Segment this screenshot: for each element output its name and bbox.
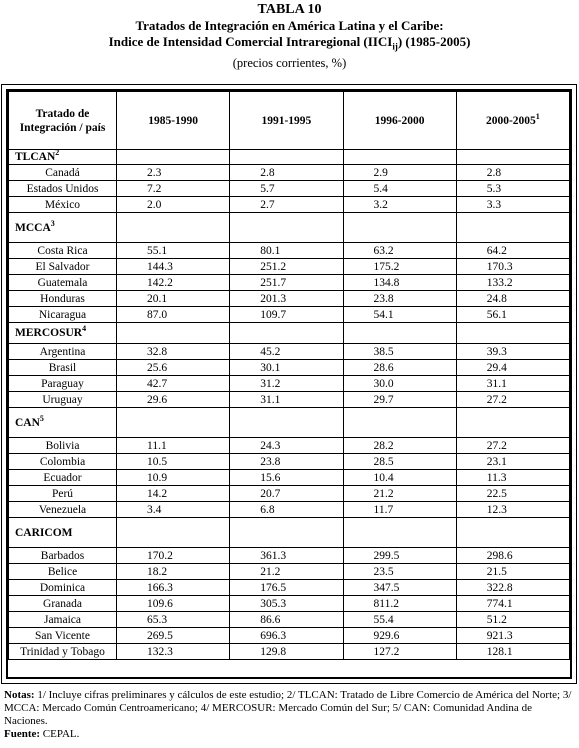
value-cell: 133.2 [456, 275, 569, 291]
value-cell: 2.9 [343, 165, 456, 181]
value-cell: 23.5 [343, 564, 456, 580]
table-row [9, 454, 570, 470]
value-cell: 175.2 [343, 259, 456, 275]
table-row [9, 307, 570, 323]
country-cell: Guatemala [9, 275, 117, 291]
value-cell: 3.2 [343, 197, 456, 213]
group-row-mcca [9, 213, 570, 243]
title-line-2-main: Indice de Intensidad Comercial Intraregional (IICI [108, 34, 393, 49]
table-row [9, 628, 570, 644]
value-cell: 10.9 [117, 470, 230, 486]
col-header-1996-2000: 1996-2000 [343, 92, 456, 150]
group-footnote: 5 [39, 413, 44, 423]
value-cell: 18.2 [117, 564, 230, 580]
notes-body: 1/ Incluye cifras preliminares y cálculos de este estudio; 2/ TLCAN: Tratado de Libre Comercio de América del Norte; 3/ MCCA: Mercado Común Centroamericano; 4/ MERCOSUR: Mercado Común del Sur; 5/ CAN: Comunidad Andina de Naciones. [4, 689, 572, 727]
value-cell: 23.8 [343, 291, 456, 307]
value-cell: 30.1 [230, 360, 343, 376]
source-body: CEPAL. [40, 728, 80, 740]
country-cell: Nicaragua [9, 307, 117, 323]
table-row [9, 486, 570, 502]
country-cell: Estados Unidos [9, 181, 117, 197]
empty-cell [230, 213, 343, 243]
value-cell: 11.3 [456, 470, 569, 486]
value-cell: 5.7 [230, 181, 343, 197]
group-label-mercosur [9, 323, 117, 344]
table-row [9, 438, 570, 454]
table-row [9, 548, 570, 564]
country-cell: Dominica [9, 580, 117, 596]
value-cell: 31.2 [230, 376, 343, 392]
country-cell: Belice [9, 564, 117, 580]
value-cell: 56.1 [456, 307, 569, 323]
country-cell: Paraguay [9, 376, 117, 392]
header-row [9, 92, 570, 150]
value-cell: 811.2 [343, 596, 456, 612]
value-cell: 142.2 [117, 275, 230, 291]
value-cell: 5.3 [456, 181, 569, 197]
country-cell: Brasil [9, 360, 117, 376]
value-cell: 24.8 [456, 291, 569, 307]
group-name: TLCAN [15, 151, 56, 163]
value-cell: 921.3 [456, 628, 569, 644]
value-cell: 774.1 [456, 596, 569, 612]
table-row [9, 596, 570, 612]
table-row [9, 259, 570, 275]
value-cell: 347.5 [343, 580, 456, 596]
table-inner-frame [6, 89, 572, 679]
value-cell: 2.8 [230, 165, 343, 181]
value-cell: 251.2 [230, 259, 343, 275]
empty-cell [456, 408, 569, 438]
empty-cell [230, 518, 343, 548]
source-label: Fuente: [4, 728, 41, 740]
value-cell: 10.5 [117, 454, 230, 470]
table-row [9, 360, 570, 376]
value-cell: 21.2 [230, 564, 343, 580]
table-row [9, 243, 570, 259]
value-cell: 5.4 [343, 181, 456, 197]
country-cell: Ecuador [9, 470, 117, 486]
group-label-caricom [9, 518, 117, 548]
value-cell: 269.5 [117, 628, 230, 644]
value-cell: 80.1 [230, 243, 343, 259]
value-cell: 170.2 [117, 548, 230, 564]
country-cell: México [9, 197, 117, 213]
value-cell: 2.7 [230, 197, 343, 213]
value-cell: 22.5 [456, 486, 569, 502]
value-cell: 28.6 [343, 360, 456, 376]
table-row [9, 612, 570, 628]
col-header-treaty-line2: Integración / país [19, 121, 106, 134]
value-cell: 21.5 [456, 564, 569, 580]
empty-cell [456, 150, 569, 165]
group-row-can [9, 408, 570, 438]
empty-cell [230, 150, 343, 165]
country-cell: Colombia [9, 454, 117, 470]
value-cell: 127.2 [343, 644, 456, 660]
table-header [0, 0, 579, 71]
empty-cell [343, 518, 456, 548]
value-cell: 7.2 [117, 181, 230, 197]
notes [4, 689, 576, 741]
value-cell: 3.3 [456, 197, 569, 213]
table-row [9, 470, 570, 486]
value-cell: 20.1 [117, 291, 230, 307]
empty-cell [343, 408, 456, 438]
empty-cell [117, 408, 230, 438]
value-cell: 87.0 [117, 307, 230, 323]
value-cell: 63.2 [343, 243, 456, 259]
group-label-mcca [9, 213, 117, 243]
country-cell: San Vicente [9, 628, 117, 644]
value-cell: 31.1 [456, 376, 569, 392]
value-cell: 176.5 [230, 580, 343, 596]
country-cell: Uruguay [9, 392, 117, 408]
source-text [4, 728, 576, 741]
group-label-can [9, 408, 117, 438]
value-cell: 251.7 [230, 275, 343, 291]
col-header-1985-1990: 1985-1990 [117, 92, 230, 150]
value-cell: 29.4 [456, 360, 569, 376]
empty-cell [230, 408, 343, 438]
empty-cell [117, 150, 230, 165]
table-row [9, 502, 570, 518]
value-cell: 86.6 [230, 612, 343, 628]
value-cell: 129.8 [230, 644, 343, 660]
country-cell: Honduras [9, 291, 117, 307]
col-header-treaty-line1: Tratado de [35, 107, 90, 120]
value-cell: 64.2 [456, 243, 569, 259]
group-name: CAN [15, 416, 40, 429]
data-table [8, 91, 570, 660]
value-cell: 23.8 [230, 454, 343, 470]
table-row [9, 181, 570, 197]
value-cell: 144.3 [117, 259, 230, 275]
value-cell: 55.4 [343, 612, 456, 628]
group-footnote: 3 [50, 218, 55, 228]
value-cell: 20.7 [230, 486, 343, 502]
table-row [9, 644, 570, 660]
value-cell: 134.8 [343, 275, 456, 291]
country-cell: Venezuela [9, 502, 117, 518]
country-cell: El Salvador [9, 259, 117, 275]
table-row [9, 291, 570, 307]
table-title-line-2 [0, 34, 579, 55]
value-cell: 32.8 [117, 344, 230, 360]
value-cell: 305.3 [230, 596, 343, 612]
col-header-treaty [9, 92, 117, 150]
value-cell: 30.0 [343, 376, 456, 392]
table-row [9, 564, 570, 580]
value-cell: 25.6 [117, 360, 230, 376]
empty-cell [117, 323, 230, 344]
table-row [9, 392, 570, 408]
value-cell: 31.1 [230, 392, 343, 408]
group-footnote: 2 [55, 148, 60, 158]
empty-cell [117, 518, 230, 548]
group-name: MERCOSUR [15, 327, 83, 339]
table-frame [1, 84, 577, 684]
value-cell: 55.1 [117, 243, 230, 259]
value-cell: 14.2 [117, 486, 230, 502]
value-cell: 54.1 [343, 307, 456, 323]
value-cell: 27.2 [456, 392, 569, 408]
value-cell: 28.5 [343, 454, 456, 470]
table-number: TABLA 10 [257, 2, 322, 17]
title-line-2-end: ) (1985-2005) [397, 34, 471, 49]
value-cell: 361.3 [230, 548, 343, 564]
empty-cell [456, 323, 569, 344]
value-cell: 45.2 [230, 344, 343, 360]
value-cell: 109.6 [117, 596, 230, 612]
table-row [9, 165, 570, 181]
table-units: (precios corrientes, %) [232, 55, 347, 70]
value-cell: 6.8 [230, 502, 343, 518]
country-cell: Canadá [9, 165, 117, 181]
notes-label: Notas: [4, 689, 35, 701]
value-cell: 11.1 [117, 438, 230, 454]
empty-cell [117, 213, 230, 243]
table-row [9, 197, 570, 213]
value-cell: 3.4 [117, 502, 230, 518]
value-cell: 929.6 [343, 628, 456, 644]
country-cell: Granada [9, 596, 117, 612]
value-cell: 38.5 [343, 344, 456, 360]
col-header-1991-1995: 1991-1995 [230, 92, 343, 150]
value-cell: 39.3 [456, 344, 569, 360]
value-cell: 2.3 [117, 165, 230, 181]
group-name: MCCA [15, 221, 51, 234]
empty-cell [343, 213, 456, 243]
empty-cell [456, 518, 569, 548]
value-cell: 322.8 [456, 580, 569, 596]
value-cell: 298.6 [456, 548, 569, 564]
table-row [9, 376, 570, 392]
value-cell: 21.2 [343, 486, 456, 502]
value-cell: 24.3 [230, 438, 343, 454]
value-cell: 27.2 [456, 438, 569, 454]
empty-cell [230, 323, 343, 344]
value-cell: 42.7 [117, 376, 230, 392]
country-cell: Perú [9, 486, 117, 502]
table-title [0, 18, 579, 34]
col-header-2000-2005 [456, 92, 569, 150]
value-cell: 11.7 [343, 502, 456, 518]
value-cell: 128.1 [456, 644, 569, 660]
country-cell: Jamaica [9, 612, 117, 628]
value-cell: 696.3 [230, 628, 343, 644]
notes-text [4, 689, 576, 728]
country-cell: Bolivia [9, 438, 117, 454]
group-name: CARICOM [15, 526, 73, 539]
value-cell: 201.3 [230, 291, 343, 307]
group-row-caricom [9, 518, 570, 548]
value-cell: 132.3 [117, 644, 230, 660]
empty-cell [343, 150, 456, 165]
value-cell: 51.2 [456, 612, 569, 628]
title-subscript: ij [392, 41, 398, 52]
country-cell: Costa Rica [9, 243, 117, 259]
group-label-tlcan [9, 150, 117, 165]
group-footnote: 4 [82, 324, 87, 334]
value-cell: 28.2 [343, 438, 456, 454]
table-row [9, 275, 570, 291]
country-cell: Trinidad y Tobago [9, 644, 117, 660]
title-line-1: Tratados de Integración en América Latina y el Caribe: [135, 18, 444, 33]
country-cell: Argentina [9, 344, 117, 360]
value-cell: 65.3 [117, 612, 230, 628]
empty-cell [343, 323, 456, 344]
value-cell: 2.8 [456, 165, 569, 181]
table-row [9, 344, 570, 360]
empty-cell [456, 213, 569, 243]
group-row-tlcan [9, 150, 570, 165]
table-row [9, 580, 570, 596]
country-cell: Barbados [9, 548, 117, 564]
value-cell: 299.5 [343, 548, 456, 564]
value-cell: 29.6 [117, 392, 230, 408]
value-cell: 29.7 [343, 392, 456, 408]
value-cell: 2.0 [117, 197, 230, 213]
value-cell: 170.3 [456, 259, 569, 275]
value-cell: 23.1 [456, 454, 569, 470]
value-cell: 109.7 [230, 307, 343, 323]
value-cell: 15.6 [230, 470, 343, 486]
value-cell: 10.4 [343, 470, 456, 486]
value-cell: 166.3 [117, 580, 230, 596]
group-row-mercosur [9, 323, 570, 344]
value-cell: 12.3 [456, 502, 569, 518]
col-header-2000-2005-label: 2000-2005 [485, 114, 536, 127]
col-header-footnote: 1 [535, 111, 540, 121]
